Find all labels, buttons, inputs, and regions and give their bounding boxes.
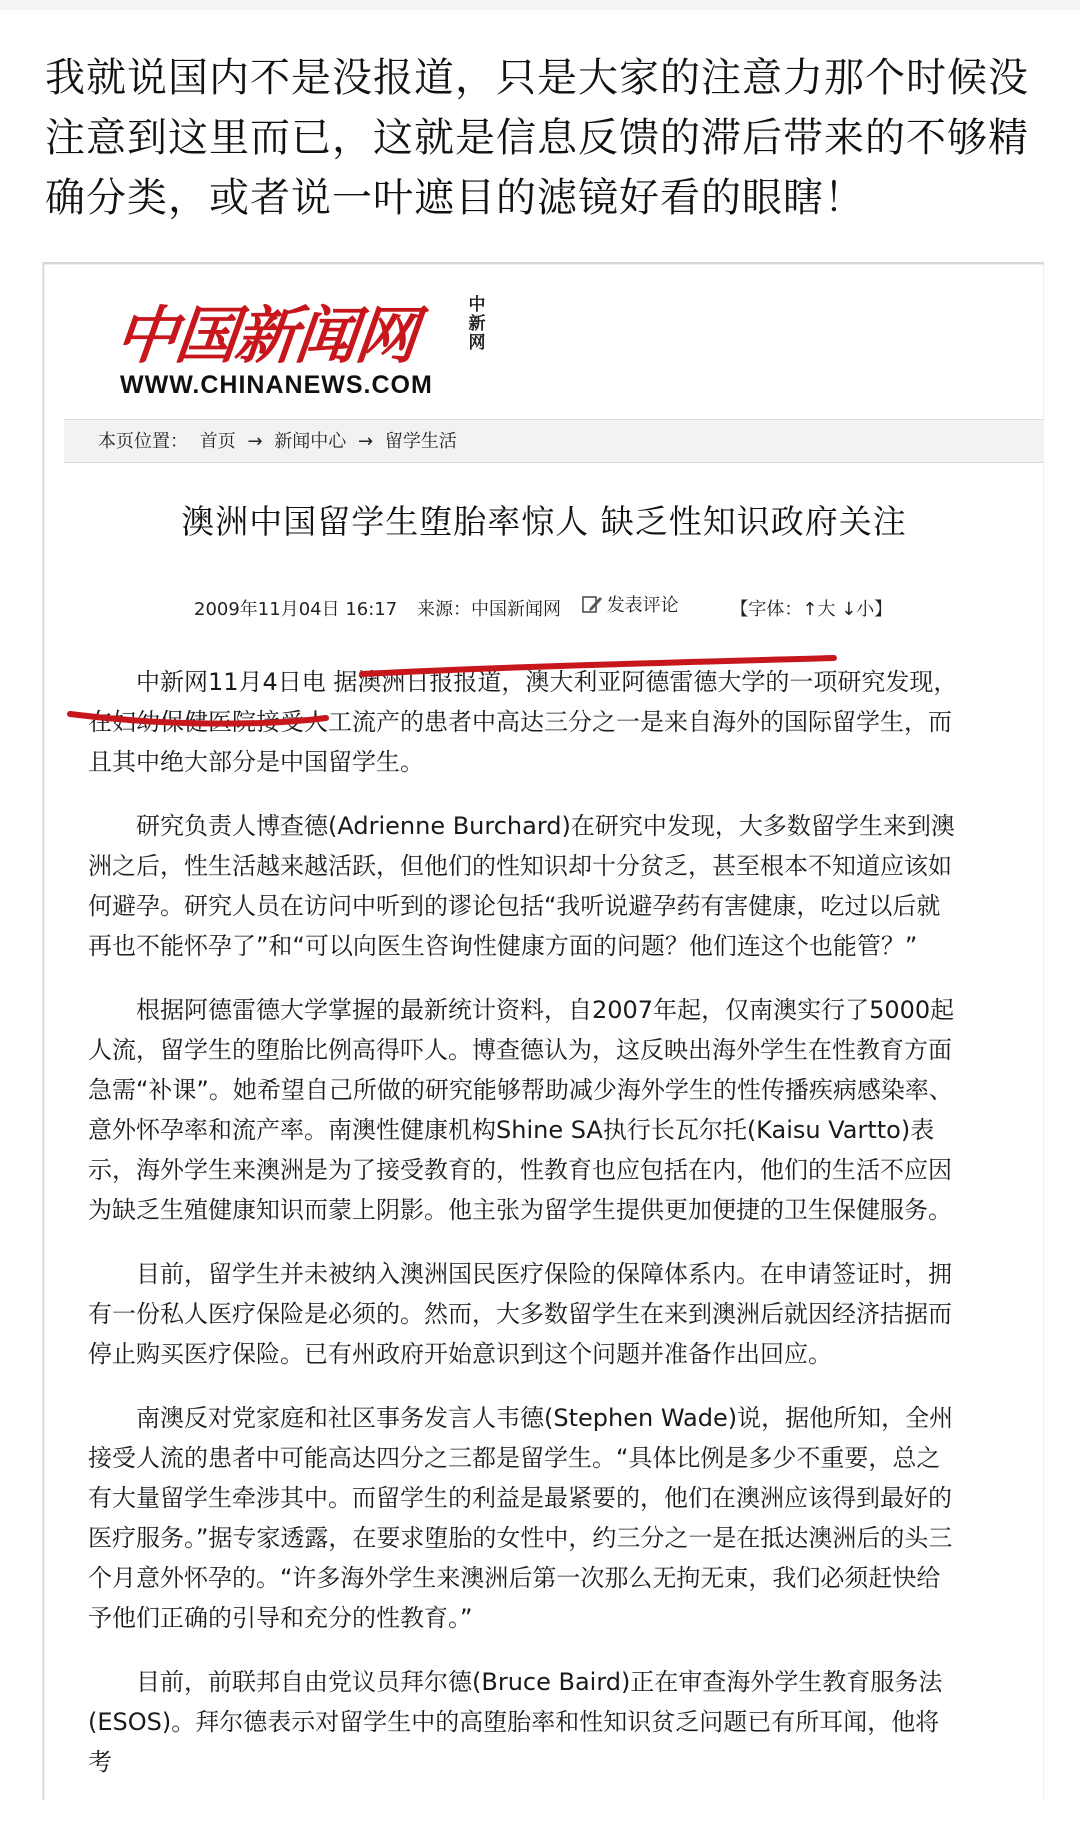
top-strip <box>0 0 1080 10</box>
article-datetime: 2009年11月04日 16:17 <box>194 599 398 620</box>
article-paragraph: 研究负责人博查德(Adrienne Burchard)在研究中发现，大多数留学生来到澳洲之后，性生活越来越活跃，但他们的性知识却十分贫乏，甚至根本不知道应该如何避孕。研究人员在访问中听到的谬论包括“我听说避孕药有害健康，吃过以后就再也不能怀孕了”和“可以向医生咨询性健康方面的问题？他们连这个也能管？” <box>88 812 955 960</box>
breadcrumb-separator: → <box>358 431 374 452</box>
breadcrumb-item-home[interactable]: 首页 <box>199 431 236 452</box>
article-screenshot <box>42 262 1044 1802</box>
article-paragraph: 中新网11月4日电 据澳洲日报报道，澳大利亚阿德雷德大学的一项研究发现，在妇幼保健医院接受人工流产的患者中高达三分之一是来自海外的国际留学生，而且其中绝大部分是中国留学生。 <box>88 668 958 776</box>
logo-chars: 中国新闻网 <box>111 299 420 372</box>
font-size-control[interactable]: 【字体：↑大 ↓小】 <box>730 599 893 620</box>
pen-icon <box>581 593 603 615</box>
comment-label: 发表评论 <box>606 595 679 616</box>
breadcrumb-item-news-center[interactable]: 新闻中心 <box>274 431 347 452</box>
breadcrumb-separator: → <box>247 431 263 452</box>
post-text: 我就说国内不是没报道，只是大家的注意力那个时候没注意到这里而已，这就是信息反馈的滞后带来的不够精确分类，或者说一叶遮目的滤镜好看的眼瞎！ <box>45 55 1029 221</box>
article-paragraph: 南澳反对党家庭和社区事务发言人韦德(Stephen Wade)说，据他所知，全州接受人流的患者中可能高达四分之三都是留学生。“具体比例是多少不重要，总之有大量留学生牵涉其中。而留学生的利益是最紧要的，他们在澳洲应该得到最好的医疗服务。”据专家透露，在要求堕胎的女性中，约三分之一是在抵达澳洲后的头三个月意外怀孕的。“许多海外学生来澳洲后第一次那么无拘无束，我们必须赶快给予他们正确的引导和充分的性教育。” <box>88 1404 954 1632</box>
article-title: 澳洲中国留学生堕胎率惊人 缺乏性知识政府关注 <box>181 502 907 541</box>
article-paragraph: 目前，留学生并未被纳入澳洲国民医疗保险的保障体系内。在申请签证时，拥有一份私人医疗保险是必须的。然而，大多数留学生在来到澳洲后就因经济拮据而停止购买医疗保险。已有州政府开始意识到这个问题并准备作出回应。 <box>88 1260 952 1368</box>
article-paragraph: 目前，前联邦自由党议员拜尔德(Bruce Baird)正在审查海外学生教育服务法(ESOS)。拜尔德表示对留学生中的高堕胎率和性知识贫乏问题已有所耳闻，他将考 <box>88 1668 943 1776</box>
site-logo[interactable] <box>111 286 486 399</box>
breadcrumb-item-study-abroad[interactable]: 留学生活 <box>384 431 457 452</box>
article-meta <box>194 591 994 621</box>
article-source: 来源：中国新闻网 <box>416 599 561 620</box>
logo-side-text: 中新网 <box>468 295 486 353</box>
article-body <box>88 662 958 1802</box>
comment-link[interactable] <box>581 591 693 617</box>
breadcrumb <box>64 419 1044 463</box>
logo-url: WWW.CHINANEWS.COM <box>120 371 433 399</box>
article-paragraph: 根据阿德雷德大学掌握的最新统计资料，自2007年起，仅南澳实行了5000起人流，留学生的堕胎比例高得吓人。博查德认为，这反映出海外学生在性教育方面急需“补课”。她希望自己所做的研究能够帮助减少海外学生的性传播疾病感染率、意外怀孕率和流产率。南澳性健康机构Shine SA执行长瓦尔托(Kaisu Vartto)表示，海外学生来澳洲是为了接受教育的，性教育也应包括在内，他们的生活不应因为缺乏生殖健康知识而蒙上阴影。他主张为留学生提供更加便捷的卫生保健服务。 <box>88 996 955 1224</box>
breadcrumb-label: 本页位置： <box>98 431 188 452</box>
bottom-margin <box>0 1800 1080 1836</box>
